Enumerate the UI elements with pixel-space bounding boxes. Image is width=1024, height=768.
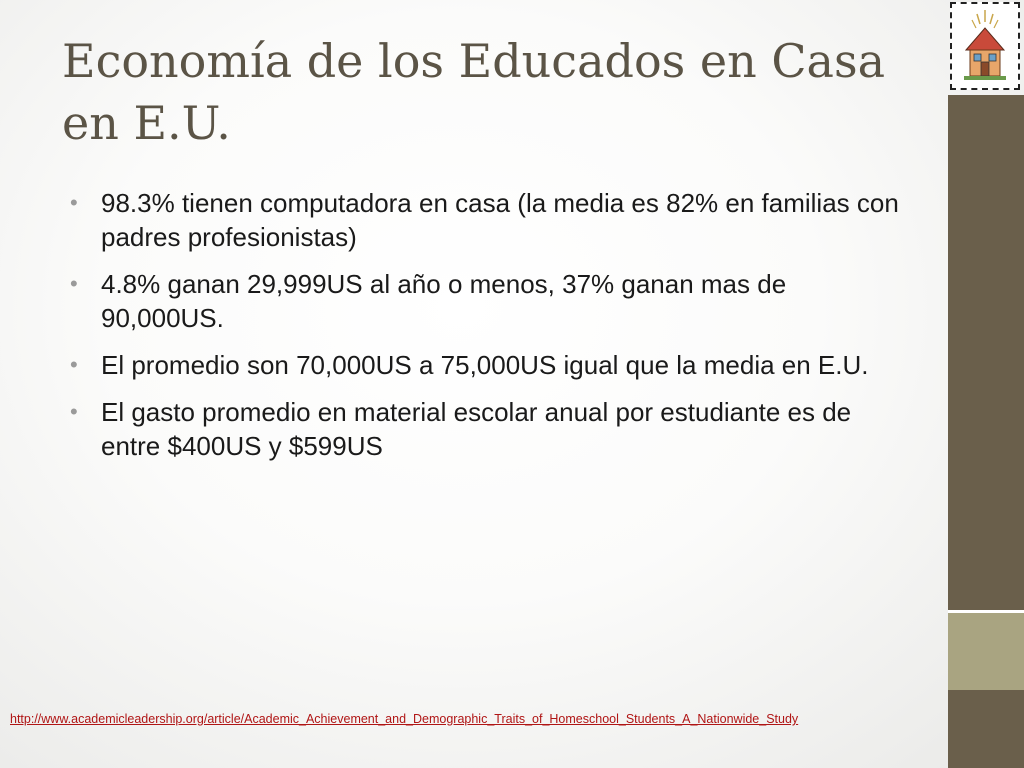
slide-title: Economía de los Educados en Casa en E.U. xyxy=(62,34,885,150)
bullet-text: 98.3% tienen computadora en casa (la media es 82% en familias con padres profesionistas) xyxy=(101,188,899,252)
bullet-icon: • xyxy=(70,399,78,424)
bullet-list xyxy=(70,186,910,476)
bullet-icon: • xyxy=(70,190,78,215)
bullet-icon: • xyxy=(70,352,78,377)
side-bar-lower xyxy=(948,690,1024,768)
bullet-item xyxy=(70,395,910,463)
schoolhouse-icon xyxy=(952,4,1018,88)
side-accent xyxy=(948,613,1024,690)
bullet-text: El gasto promedio en material escolar anual por estudiante es de entre $400US y $599US xyxy=(101,397,852,461)
bullet-item xyxy=(70,186,910,254)
source-link[interactable]: http://www.academicleadership.org/article/Academic_Achievement_and_Demographic_Traits_of_Homeschool_Students_A_Nationwide_Study xyxy=(10,712,799,726)
bullet-item xyxy=(70,267,910,335)
logo-box xyxy=(950,2,1020,90)
bullet-item xyxy=(70,348,910,382)
bullet-text: El promedio son 70,000US a 75,000US igual que la media en E.U. xyxy=(101,350,869,380)
bullet-icon: • xyxy=(70,271,78,296)
bullet-text: 4.8% ganan 29,999US al año o menos, 37% ganan mas de 90,000US. xyxy=(101,269,787,333)
